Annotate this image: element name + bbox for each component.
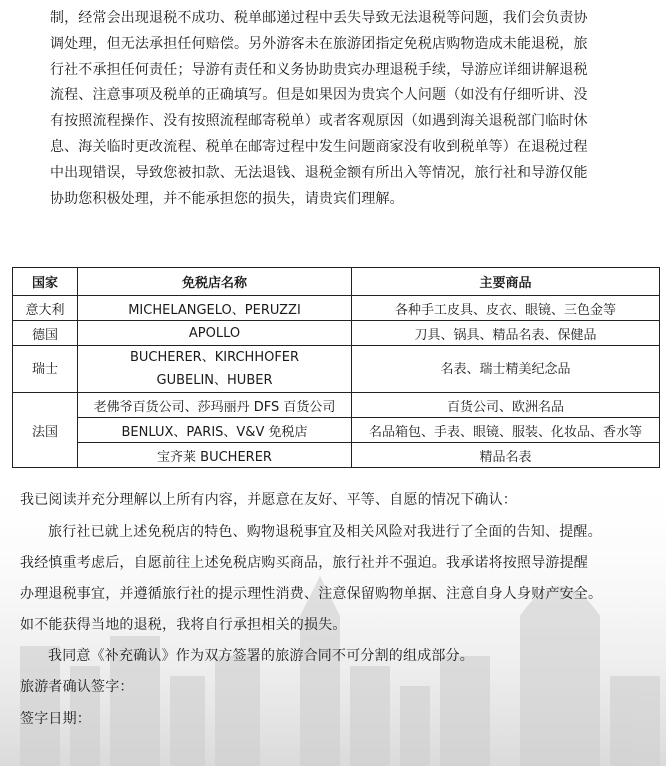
shop-cell: BENLUX、PARIS、V&V 免税店	[78, 418, 352, 443]
notice-line: 制，经常会出现退税不成功、税单邮递过程中丢失导致无法退税等问题，我们会负责协	[50, 10, 588, 26]
header-main-goods: 主要商品	[352, 268, 660, 296]
notice-line: 调处理，但无法承担任何赔偿。另外游客未在旅游团指定免税店购物造成未能退税，旅	[50, 35, 588, 52]
notice-line: 流程、注意事项及税单的正确填写。但是如果因为贵宾个人问题（如没有仔细听讲、没	[50, 87, 588, 104]
goods-cell: 各种手工皮具、皮衣、眼镜、三色金等	[352, 296, 660, 321]
table-row	[13, 296, 660, 321]
confirmation-line: 我已阅读并充分理解以上所有内容，并愿意在友好、平等、自愿的情况下确认：	[20, 492, 517, 508]
goods-cell: 精品名表	[352, 443, 660, 468]
shop-cell: APOLLO	[78, 321, 352, 346]
duty-free-shop-table	[12, 267, 660, 468]
notice-line: 协助您积极处理，并不能承担您的损失，请贵宾们理解。	[50, 190, 404, 207]
header-shop-name: 免税店名称	[78, 268, 352, 296]
table-header-row	[13, 268, 660, 296]
table-row	[13, 393, 660, 418]
goods-cell: 刀具、锅具、精品名表、保健品	[352, 321, 660, 346]
confirmation-line: 办理退税事宜，并遵循旅行社的提示理性消费、注意保留购物单据、注意自身人身财产安全。	[20, 586, 603, 602]
country-cell: 德国	[13, 321, 78, 346]
tax-refund-notice	[50, 6, 588, 212]
country-cell: 法国	[13, 393, 78, 468]
signature-label: 旅游者确认签字：	[20, 679, 134, 695]
table-row	[13, 321, 660, 346]
shop-line: GUBELIN、HUBER	[156, 373, 273, 388]
table-row	[13, 418, 660, 443]
notice-line: 息、海关临时更改流程、税单在邮寄过程中发生问题商家没有收到税单等）在退税过程	[50, 138, 588, 155]
goods-cell: 名品箱包、手表、眼镜、服装、化妆品、香水等	[352, 418, 660, 443]
country-cell: 意大利	[13, 296, 78, 321]
confirmation-line: 我经慎重考虑后，自愿前往上述免税店购买商品，旅行社并不强迫。我承诺将按照导游提醒	[20, 555, 588, 571]
header-country: 国家	[13, 268, 78, 296]
table-row	[13, 443, 660, 468]
goods-cell: 名表、瑞士精美纪念品	[352, 346, 660, 393]
shop-cell: 宝齐莱 BUCHERER	[78, 443, 352, 468]
confirmation-line: 我同意《补充确认》作为双方签署的旅游合同不可分割的组成部分。	[48, 648, 474, 664]
notice-line: 中出现错误，导致您被扣款、无法退钱、退税金额有所出入等情况，旅行社和导游仅能	[50, 164, 588, 181]
country-cell: 瑞士	[13, 346, 78, 393]
shop-line: BUCHERER、KIRCHHOFER	[129, 350, 300, 365]
shop-cell: MICHELANGELO、PERUZZI	[78, 296, 352, 321]
shop-cell: 老佛爷百货公司、莎玛丽丹 DFS 百货公司	[78, 393, 352, 418]
shop-cell	[78, 346, 352, 393]
confirmation-line: 旅行社已就上述免税店的特色、购物退税事宜及相关风险对我进行了全面的告知、提醒。	[48, 524, 602, 540]
goods-cell: 百货公司、欧洲名品	[352, 393, 660, 418]
table-row	[13, 346, 660, 393]
date-label: 签字日期：	[20, 711, 91, 727]
confirmation-line: 如不能获得当地的退税，我将自行承担相关的损失。	[20, 617, 347, 633]
notice-line: 行社不承担任何责任；导游有责任和义务协助贵宾办理退税手续，导游应详细讲解退税	[50, 61, 588, 78]
notice-line: 有按照流程操作、没有按照流程邮寄税单）或者客观原因（如遇到海关退税部门临时休	[50, 113, 588, 130]
